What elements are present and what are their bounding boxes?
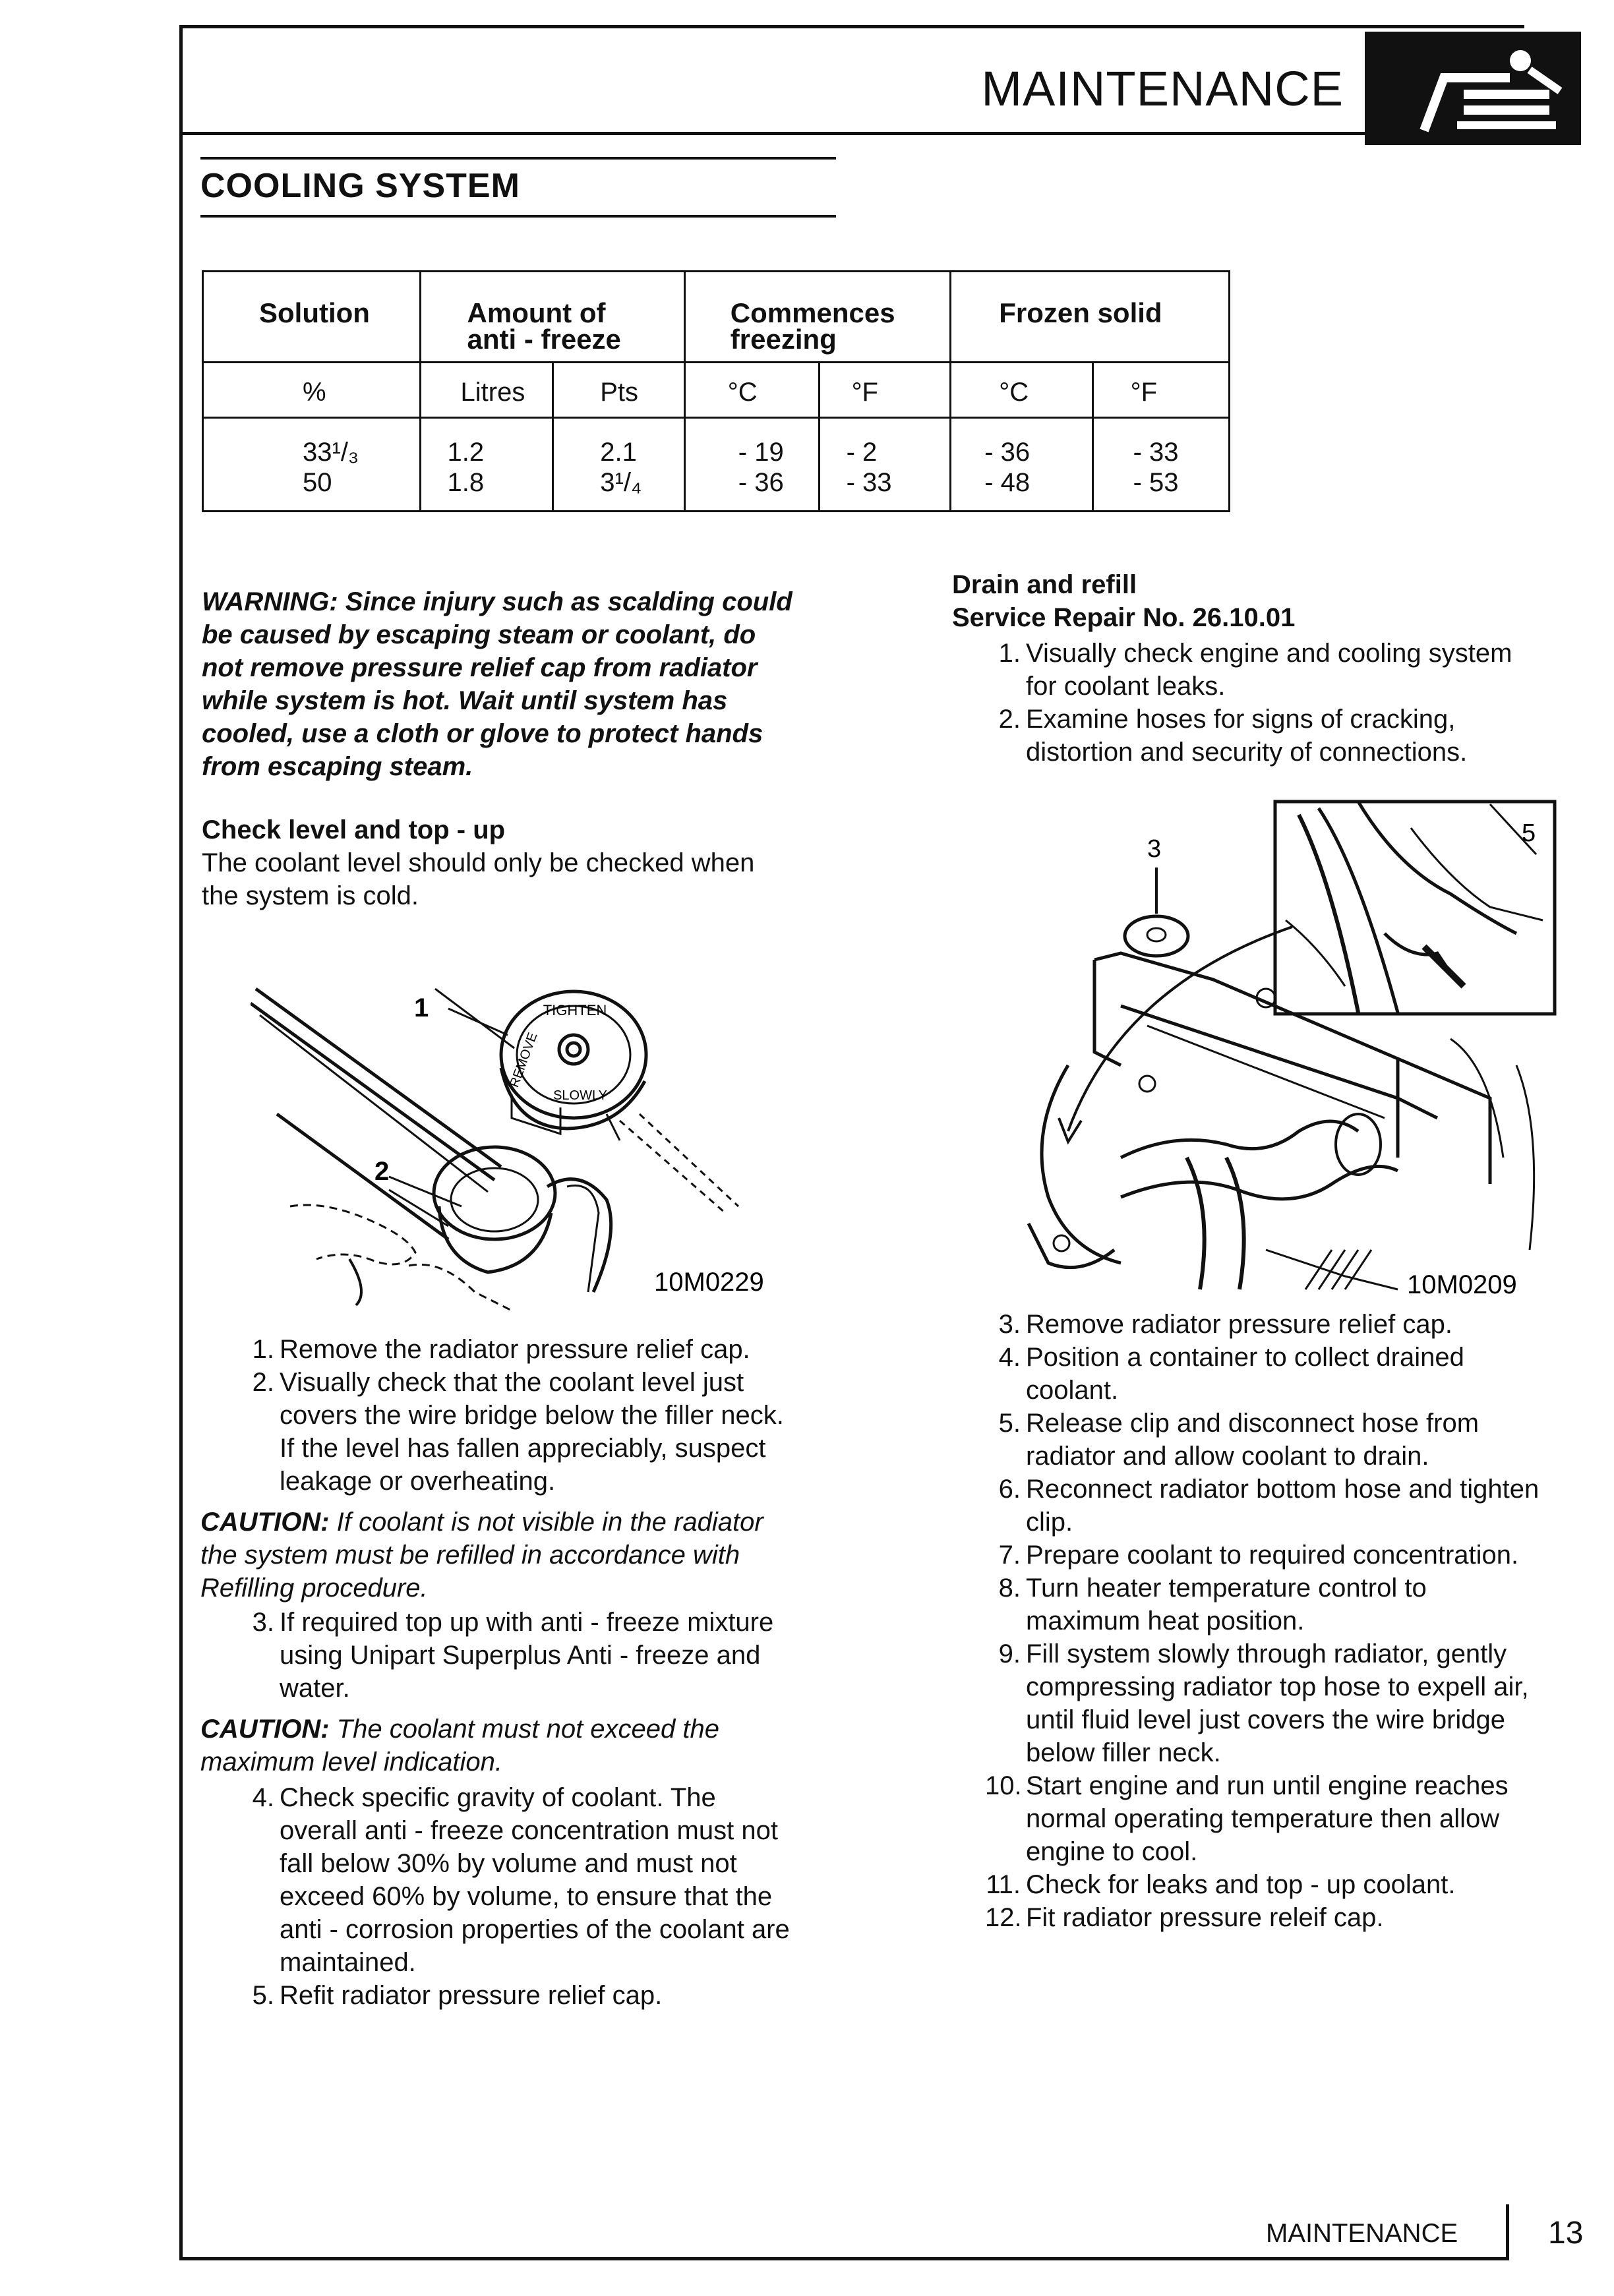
page-frame-left: [179, 25, 183, 2260]
callout-2: 2: [374, 1157, 390, 1186]
list-item: 5. Refit radiator pressure relief cap.: [252, 1981, 663, 2010]
footer-label: MAINTENANCE: [1266, 2219, 1458, 2248]
list-item: 12. Fit radiator pressure releif cap.: [985, 1903, 1384, 1932]
caution-1: CAUTION: If coolant is not visible in the radiator the system must be refilled in accordance with Refilling procedure.: [200, 1508, 763, 1603]
cap-text-remove: REMOVE: [507, 1030, 541, 1090]
antifreeze-table: [202, 270, 1230, 512]
radiator-cap-figure: [251, 949, 778, 1318]
right-steps-a: [998, 637, 1593, 769]
page-number: 13: [1548, 2216, 1584, 2251]
footer-divider: [1506, 2204, 1509, 2260]
service-repair-number: Service Repair No. 26.10.01: [952, 603, 1296, 632]
check-level-heading: Check level and top - up: [202, 815, 506, 844]
list-item: 8. Turn heater temperature control to maximum heat position.: [998, 1574, 1427, 1635]
unit-cell: °C: [684, 363, 819, 418]
data-cell: - 36 - 48: [951, 418, 1092, 512]
list-item: 2. Visually check that the coolant level just covers the wire bridge below the filler neck. If the level has fallen appreciably, suspect leakage or overheating.: [252, 1368, 784, 1496]
left-steps-b: [252, 1606, 847, 1705]
list-item: 1. Visually check engine and cooling system for coolant leaks.: [998, 639, 1512, 701]
unit-cell: Pts: [553, 363, 685, 418]
unit-cell: %: [203, 363, 421, 418]
header-solution: Solution: [203, 272, 421, 363]
header-frozen: Frozen solid: [951, 272, 1230, 363]
table-units-row: [203, 363, 1230, 418]
list-item: 6. Reconnect radiator bottom hose and tighten clip.: [998, 1475, 1539, 1537]
list-item: 5. Release clip and disconnect hose from radiator and allow coolant to drain.: [998, 1409, 1480, 1471]
left-steps-c: [252, 1781, 847, 2012]
list-item: 1. Remove the radiator pressure relief cap.: [252, 1335, 750, 1364]
warning-text: WARNING: Since injury such as scalding could be caused by escaping steam or coolant, do not remove pressure relief cap from radiator while system is hot. Wait until system has cooled, use a cloth or glove to protect hands from escaping steam.: [202, 587, 792, 781]
list-item: 7. Prepare coolant to required concentration.: [998, 1541, 1519, 1570]
header-amount: Amount of anti - freeze: [420, 272, 684, 363]
data-cell: - 19 - 36: [684, 418, 819, 512]
header-title: MAINTENANCE: [981, 61, 1344, 116]
section-title: COOLING SYSTEM: [200, 167, 520, 205]
data-cell: - 33 - 53: [1092, 418, 1229, 512]
figure-code: 10M0209: [1407, 1270, 1517, 1299]
right-steps-b: [985, 1308, 1593, 1934]
list-item: 3. If required top up with anti - freeze mixture using Unipart Superplus Anti - freeze and water.: [252, 1608, 774, 1703]
section-rule-bottom: [200, 215, 836, 218]
cap-text-tighten: TIGHTEN: [543, 1002, 607, 1018]
callout-5: 5: [1522, 819, 1536, 847]
radiator-drain-figure: [989, 788, 1569, 1303]
list-item: 4. Check specific gravity of coolant. The overall anti - freeze concentration must not fall below 30% by volume and must not exceed 60% by volume, to ensure that the anti - corrosion properties of the coolant are maintained.: [252, 1783, 790, 1977]
left-steps-a: [252, 1333, 847, 1498]
list-item: 4. Position a container to collect drained coolant.: [998, 1343, 1464, 1405]
data-cell: 2.1 3¹/₄: [553, 418, 685, 512]
maintenance-logo-icon: [1365, 32, 1581, 145]
warning-block: [202, 585, 874, 783]
unit-cell: °F: [819, 363, 951, 418]
caution-2: CAUTION: The coolant must not exceed the maximum level indication.: [200, 1715, 720, 1777]
data-cell: - 2 - 33: [819, 418, 951, 512]
check-level-block: [202, 813, 874, 912]
drain-refill-block: [952, 568, 1572, 634]
data-cell: 1.2 1.8: [420, 418, 553, 512]
list-item: 3. Remove radiator pressure relief cap.: [998, 1310, 1452, 1339]
list-item: 10. Start engine and run until engine reaches normal operating temperature then allow engine to cool.: [985, 1771, 1509, 1866]
unit-cell: Litres: [420, 363, 553, 418]
page-frame-bottom: [179, 2257, 1506, 2260]
list-item: 2. Examine hoses for signs of cracking, distortion and security of connections.: [998, 705, 1468, 767]
table-data-rows: [203, 418, 1230, 512]
cap-text-slowly: SLOWLY: [553, 1088, 607, 1103]
callout-3: 3: [1147, 835, 1162, 863]
list-item: 9. Fill system slowly through radiator, gently compressing radiator top hose to expell air, until fluid level just covers the wire bridge below filler neck.: [998, 1639, 1529, 1767]
section-rule-top: [200, 157, 836, 160]
header-commences: Commences freezing: [684, 272, 950, 363]
drain-refill-heading: Drain and refill: [952, 570, 1137, 599]
figure-code: 10M0229: [654, 1268, 764, 1297]
list-item: 11. Check for leaks and top - up coolant.: [986, 1870, 1456, 1899]
check-level-intro: The coolant level should only be checked when the system is cold.: [202, 848, 755, 910]
page-frame-top: [179, 25, 1524, 28]
unit-cell: °C: [951, 363, 1092, 418]
data-cell: 33¹/₃ 50: [203, 418, 421, 512]
callout-1: 1: [414, 993, 429, 1022]
unit-cell: °F: [1092, 363, 1229, 418]
table-header-row: [203, 272, 1230, 363]
